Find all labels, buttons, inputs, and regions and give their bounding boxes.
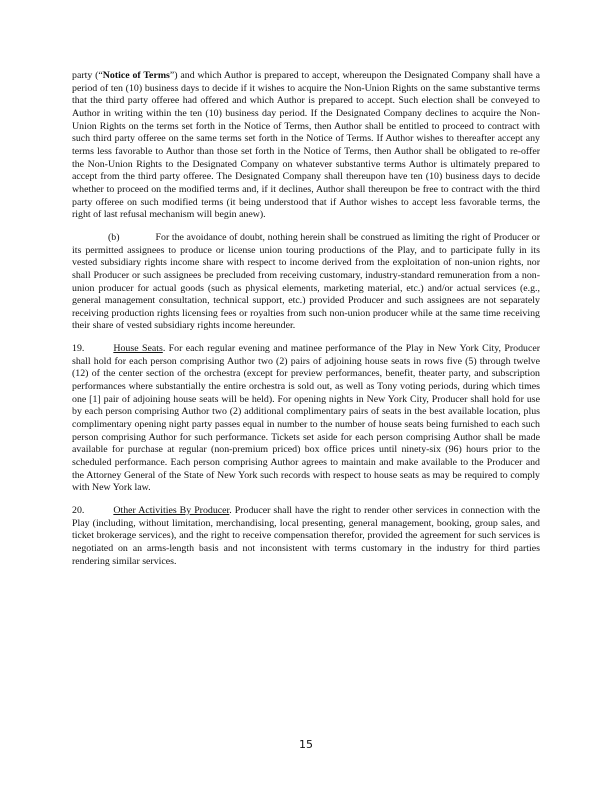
subsection-label: (b) [108,231,120,243]
section-number: 20. [72,505,85,516]
text-run: ”) and which Author is prepared to accept, whereupon the Designated Company shall have a period of ten (10) business days to decide if it wishes to acquire the Non-Union Rights on the same substantive terms that the third party offeree had offered and which Author is prepared to accept. Such election shall be conveyed to Author in writing within the ten (10) business day period. If the Designated Company declines to acquire the Non-Union Rights on the terms set forth in the Notice of Terms, then Author shall be entitled to proceed to contract with such third party offeree on the same terms set forth in the Notice of Terms. If Author wishes to thereafter accept any terms less favorable to Author than those set forth in the Notice of Terms, then Author shall be obligated to re-offer the Non-Union Rights to the Designated Company on whatever substantive terms Author is ultimately prepared to accept from the third party offeree. The Designated Company shall thereupon have ten (10) business days to decide whether to proceed on the modified terms and, if it declines, Author shall thereupon be free to contract with the third party offeree on such modified terms (it being understood that if Author wishes to accept less favorable terms, the right of last refusal mechanism will begin anew). [72,70,540,221]
paragraph-b-text: For the avoidance of doubt, nothing herein shall be construed as limiting the right of Producer or its permitted assignees to produce or license union touring productions of the Play, and to participate fully in its vested subsidiary rights income share with respect to income derived from the exploitation of non-union rights, nor shall Producer or such assignees be precluded from receiving customary, industry-standard remuneration from a non-union producer for actual goods (such as physical elements, marketing material, etc.) and/or actual services (e.g., general management consultation, technical support, etc.) provided Producer and such assignees are not separately receiving production rights licensing fees or royalties from such non-union producer while at the same time receiving their share of vested subsidiary rights income hereunder. [72,231,540,332]
defined-term-notice-of-terms: Notice of Terms [102,70,170,81]
page-number: 15 [299,738,313,751]
section-19-house-seats [72,343,540,495]
section-number: 19. [72,343,85,355]
paragraph-notice-of-terms-continued [72,70,540,222]
section-20-text: . Producer shall have the right to render other services in connection with the Play (including, without limitation, merchandising, local presenting, general management, booking, group sales, and ticket brokerage services), and the right to receive compensation therefor, provided the agreement for such services is negotiated on an arms-length basis and not inconsistent with terms customary in the industry for third parties rendering similar services. [72,505,540,567]
section-20-other-activities [72,505,540,568]
text-run: party (“ [72,70,103,81]
body-text [72,70,540,578]
section-heading: Other Activities By Producer [113,505,230,516]
section-heading: House Seats [113,343,163,355]
section-19-text: . For each regular evening and matinee performance of the Play in New York City, Producer shall hold for each person comprising Author two (2) pairs of adjoining house seats in rows five (5) through twelve (12) of the center section of the orchestra (except for preview performances, benefit, theater party, and subscription performances where substantially the entire orchestra is sold out, as well as Tony voting periods, during which times one [1] pair of adjoining house seats will be held). For opening nights in New York City, Producer shall hold for use by each person comprising Author two (2) additional complimentary pairs of seats in the best available location, plus complimentary opening night party passes equal in number to the number of house seats being furnished to each such person comprising Author for such performance. Tickets set aside for each person comprising Author shall be made available for purchase at regular (non-premium priced) box office prices until ninety-six (96) hours prior to the scheduled performance. Each person comprising Author agrees to maintain and make available to the Producer and the Attorney General of the State of New York such records with respect to house seats as may be required to comply with New York law. [72,343,541,494]
paragraph-b [72,232,540,333]
